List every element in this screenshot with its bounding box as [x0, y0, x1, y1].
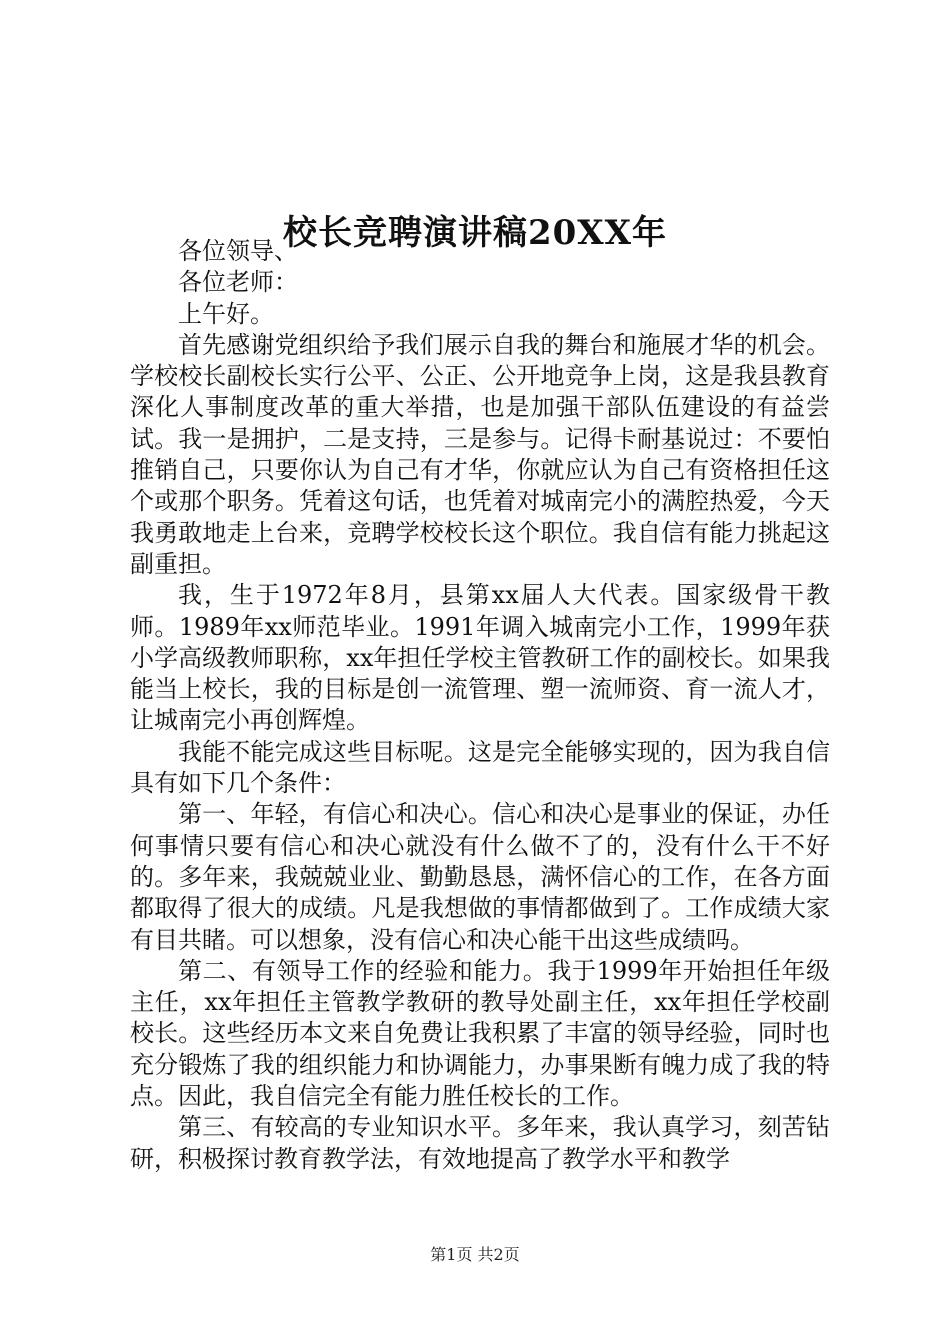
body-paragraph: 第一、年轻，有信心和决心。信心和决心是事业的保证，办任何事情只要有信心和决心就没有什么做不了的，没有什么干不好的。多年来，我兢兢业业、勤勤恳恳，满怀信心的工作，在各方面都取得了很大的成绩。凡是我想做的事情都做到了。工作成绩大家有目共睹。可以想象，没有信心和决心能干出这些成绩吗。	[130, 800, 830, 954]
body-paragraph: 首先感谢党组织给予我们展示自我的舞台和施展才华的机会。学校校长副校长实行公平、公正、公开地竞争上岗，这是我县教育深化人事制度改革的重大举措，也是加强干部队伍建设的有益尝试。我一是拥护，二是支持，三是参与。记得卡耐基说过：不要怕推销自己，只要你认为自己有才华，你就应认为自己有资格担任这个或那个职务。凭着这句话，也凭着对城南完小的满腔热爱，今天我勇敢地走上台来，竞聘学校校长这个职位。我自信有能力挑起这副重担。	[130, 330, 830, 578]
document-body	[130, 236, 830, 1175]
body-paragraph: 我能不能完成这些目标呢。这是完全能够实现的，因为我自信具有如下几个条件：	[130, 737, 830, 798]
body-paragraph: 第三、有较高的专业知识水平。多年来，我认真学习，刻苦钻研，积极探讨教育教学法，有效地提高了教学水平和教学	[130, 1113, 830, 1173]
body-paragraph: 我，生于1972年8月，县第xx届人大代表。国家级骨干教师。1989年xx师范毕业。1991年调入城南完小工作，1999年获小学高级教师职称，xx年担任学校主管教研工作的副校长。如果我能当上校长，我的目标是创一流管理、塑一流师资、育一流人才，让城南完小再创辉煌。	[130, 581, 830, 735]
body-paragraph: 第二、有领导工作的经验和能力。我于1999年开始担任年级主任，xx年担任主管教学教研的教导处副主任，xx年担任学校副校长。这些经历本文来自免费让我积累了丰富的领导经验，同时也充分锻炼了我的组织能力和协调能力，办事果断有魄力成了我的特点。因此，我自信完全有能力胜任校长的工作。	[130, 956, 830, 1111]
greeting: 上午好。	[178, 299, 274, 328]
salutation-leaders: 各位领导、	[178, 237, 298, 265]
salutation-teachers: 各位老师：	[178, 268, 298, 297]
document-title: 校长竞聘演讲稿20XX年	[282, 212, 668, 253]
page-footer: 第1页 共2页	[430, 1245, 520, 1264]
